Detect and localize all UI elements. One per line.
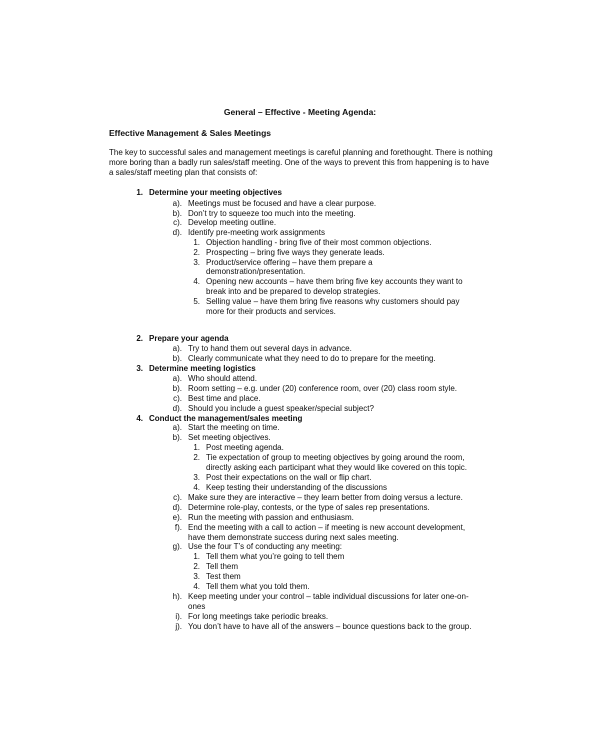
list-item-text: have them demonstrate success during next sales meeting.: [188, 533, 399, 542]
list-item-text: Best time and place.: [188, 394, 261, 403]
list-item-text: Should you include a guest speaker/special subject?: [188, 404, 374, 413]
list-item-text: Keep meeting under your control – table individual discussions for later one-on-: [188, 592, 469, 601]
list-item-text: Don’t try to squeeze too much into the meeting.: [188, 209, 356, 218]
list-marker: d).: [172, 404, 182, 413]
list-item-text: Use the four T’s of conducting any meeting:: [188, 542, 343, 551]
list-item-text: Who should attend.: [188, 374, 257, 383]
list-item-text: Post meeting agenda.: [206, 443, 284, 452]
list-marker: 3.: [136, 364, 143, 373]
list-marker: c).: [173, 394, 182, 403]
list-item-text: break into and be prepared to develop strategies.: [206, 287, 381, 296]
list-item-text: Determine role-play, contests, or the type of sales rep presentations.: [188, 503, 430, 512]
section-heading: Conduct the management/sales meeting: [149, 414, 303, 423]
list-item-text: directly asking each participant what they would like covered on this topic.: [206, 463, 468, 472]
list-marker: 1.: [193, 238, 200, 247]
list-marker: 4.: [193, 277, 200, 286]
list-marker: 4.: [193, 582, 200, 591]
list-marker: b).: [172, 354, 182, 363]
list-item-text: Tie expectation of group to meeting objectives by going around the room,: [206, 453, 465, 462]
list-item-text: Clearly communicate what they need to do to prepare for the meeting.: [188, 354, 436, 363]
list-marker: a).: [172, 374, 182, 383]
list-item-text: Product/service offering – have them prepare a: [206, 258, 373, 267]
list-item-text: Test them: [206, 572, 241, 581]
list-marker: b).: [172, 433, 182, 442]
list-marker: j).: [175, 622, 182, 631]
list-item-text: Prospecting – bring five ways they generate leads.: [206, 248, 385, 257]
list-marker: d).: [172, 503, 182, 512]
page-title: General – Effective - Meeting Agenda:: [223, 107, 377, 117]
list-marker: 2.: [193, 248, 200, 257]
list-marker: a).: [172, 423, 182, 432]
list-item-text: Set meeting objectives.: [188, 433, 271, 442]
list-marker: c).: [173, 493, 182, 502]
list-marker: 2.: [136, 334, 143, 343]
list-item-text: Meetings must be focused and have a clear purpose.: [188, 199, 377, 208]
list-marker: a).: [172, 344, 182, 353]
list-item-text: Room setting – e.g. under (20) conference room, over (20) class room style.: [188, 384, 458, 393]
list-item-text: Tell them what you told them.: [206, 582, 310, 591]
list-marker: 1.: [193, 443, 200, 452]
intro-paragraph: The key to successful sales and management meetings is careful planning and forethought. There is nothing more boring than a badly run sales/staff meeting. One of the ways to prevent this from happening is to have a sales/staff meeting plan that consists of:: [109, 148, 493, 177]
section-heading: Determine meeting logistics: [149, 364, 256, 373]
list-marker: 2.: [193, 453, 200, 462]
section-heading: Determine your meeting objectives: [149, 188, 282, 197]
list-item-text: Opening new accounts – have them bring five key accounts they want to: [206, 277, 463, 286]
list-marker: 1.: [136, 188, 143, 197]
list-item-text: Try to hand them out several days in advance.: [188, 344, 352, 353]
list-marker: 4.: [136, 414, 143, 423]
list-marker: i).: [175, 612, 182, 621]
list-item-text: You don’t have to have all of the answers – bounce questions back to the group.: [188, 622, 472, 631]
list-marker: c).: [173, 218, 182, 227]
list-marker: d).: [172, 228, 182, 237]
list-item-text: Tell them: [206, 562, 239, 571]
list-marker: 5.: [193, 297, 200, 306]
list-marker: 4.: [193, 483, 200, 492]
list-item-text: For long meetings take periodic breaks.: [188, 612, 329, 621]
list-item-text: Objection handling - bring five of their most common objections.: [206, 238, 432, 247]
list-marker: b).: [172, 384, 182, 393]
list-item-text: demonstration/presentation.: [206, 267, 306, 276]
list-marker: g).: [172, 542, 182, 551]
list-marker: b).: [172, 209, 182, 218]
list-item-text: Post their expectations on the wall or flip chart.: [206, 473, 372, 482]
section-subtitle: Effective Management & Sales Meetings: [109, 128, 272, 138]
list-item-text: Run the meeting with passion and enthusiasm.: [188, 513, 354, 522]
list-item-text: Keep testing their understanding of the discussions: [206, 483, 388, 492]
list-item-text: Tell them what you’re going to tell them: [206, 552, 345, 561]
list-marker: 2.: [193, 562, 200, 571]
list-marker: 1.: [193, 552, 200, 561]
list-marker: 3.: [193, 258, 200, 267]
section-heading: Prepare your agenda: [149, 334, 229, 343]
list-marker: 3.: [193, 473, 200, 482]
list-marker: h).: [172, 592, 182, 601]
list-marker: 3.: [193, 572, 200, 581]
list-item-text: Selling value – have them bring five reasons why customers should pay: [206, 297, 460, 306]
list-item-text: more for their products and services.: [206, 307, 336, 316]
list-marker: a).: [172, 199, 182, 208]
list-item-text: Make sure they are interactive – they learn better from doing versus a lecture.: [188, 493, 463, 502]
list-marker: e).: [172, 513, 182, 522]
list-item-text: Identify pre-meeting work assignments: [188, 228, 325, 237]
list-marker: f).: [174, 523, 182, 532]
list-item-text: Start the meeting on time.: [188, 423, 280, 432]
list-item-text: Develop meeting outline.: [188, 218, 277, 227]
list-item-text: End the meeting with a call to action – if meeting is new account development,: [188, 523, 466, 532]
list-item-text: ones: [188, 602, 206, 611]
